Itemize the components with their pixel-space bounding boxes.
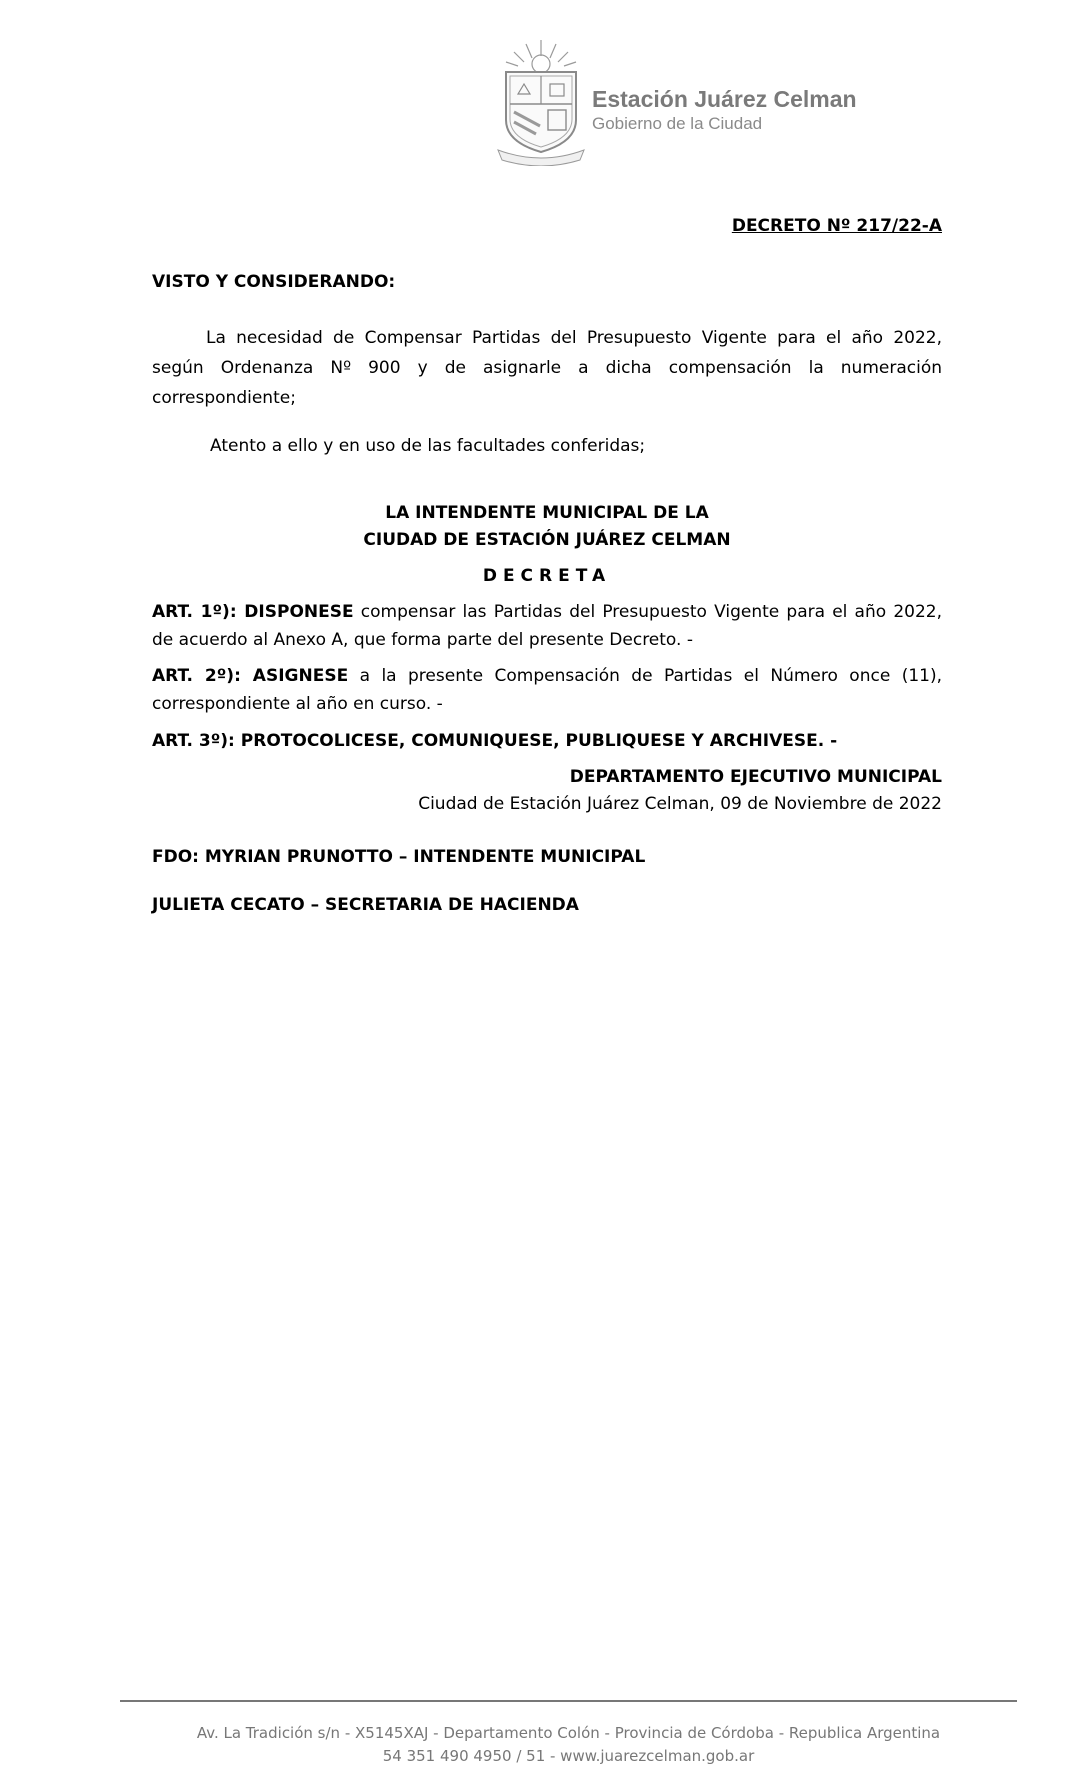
article-1-line-2: de acuerdo al Anexo A, que forma parte del presente Decreto. -	[152, 630, 693, 650]
header-logo	[496, 38, 876, 168]
signature-intendente: FDO: MYRIAN PRUNOTTO – INTENDENTE MUNICIPAL	[152, 847, 646, 867]
article-2-line-1	[152, 666, 942, 687]
municipal-crest-icon	[496, 38, 586, 166]
article-2-text: a la presente Compensación de Partidas el Número once (11),	[348, 666, 942, 686]
considerando-line-2: según Ordenanza Nº 900 y de asignarle a dicha compensación la numeración	[152, 358, 942, 378]
article-1-label: ART. 1º): DISPONESE	[152, 602, 354, 622]
brand-title: Estación Juárez Celman	[592, 86, 857, 112]
decreta-heading: DECRETA	[482, 566, 612, 586]
footer-divider	[120, 1700, 1017, 1702]
authority-heading-line-2: CIUDAD DE ESTACIÓN JUÁREZ CELMAN	[363, 530, 731, 550]
signature-secretaria: JULIETA CECATO – SECRETARIA DE HACIENDA	[152, 895, 579, 915]
article-2-label: ART. 2º): ASIGNESE	[152, 666, 349, 686]
place-date: Ciudad de Estación Juárez Celman, 09 de Noviembre de 2022	[418, 794, 942, 814]
article-1-text: compensar las Partidas del Presupuesto Vigente para el año 2022,	[353, 602, 942, 622]
decree-number: DECRETO Nº 217/22-A	[731, 216, 942, 236]
considerando-line-1: La necesidad de Compensar Partidas del Presupuesto Vigente para el año 2022,	[206, 328, 942, 348]
article-3: ART. 3º): PROTOCOLICESE, COMUNIQUESE, PUBLIQUESE Y ARCHIVESE. -	[152, 731, 838, 751]
article-1-line-1	[152, 602, 942, 623]
visto-heading: VISTO Y CONSIDERANDO:	[152, 272, 396, 292]
brand-subtitle: Gobierno de la Ciudad	[592, 114, 763, 133]
atento-paragraph: Atento a ello y en uso de las facultades conferidas;	[210, 436, 646, 456]
footer-address: Av. La Tradición s/n - X5145XAJ - Departamento Colón - Provincia de Córdoba - Republica Argentina	[196, 1724, 941, 1742]
footer-contact: 54 351 490 4950 / 51 - www.juarezcelman.gob.ar	[382, 1747, 755, 1765]
considerando-line-3: correspondiente;	[152, 388, 296, 408]
article-2-line-2: correspondiente al año en curso. -	[152, 694, 443, 714]
authority-heading-line-1: LA INTENDENTE MUNICIPAL DE LA	[385, 503, 709, 523]
department-name: DEPARTAMENTO EJECUTIVO MUNICIPAL	[569, 767, 942, 787]
